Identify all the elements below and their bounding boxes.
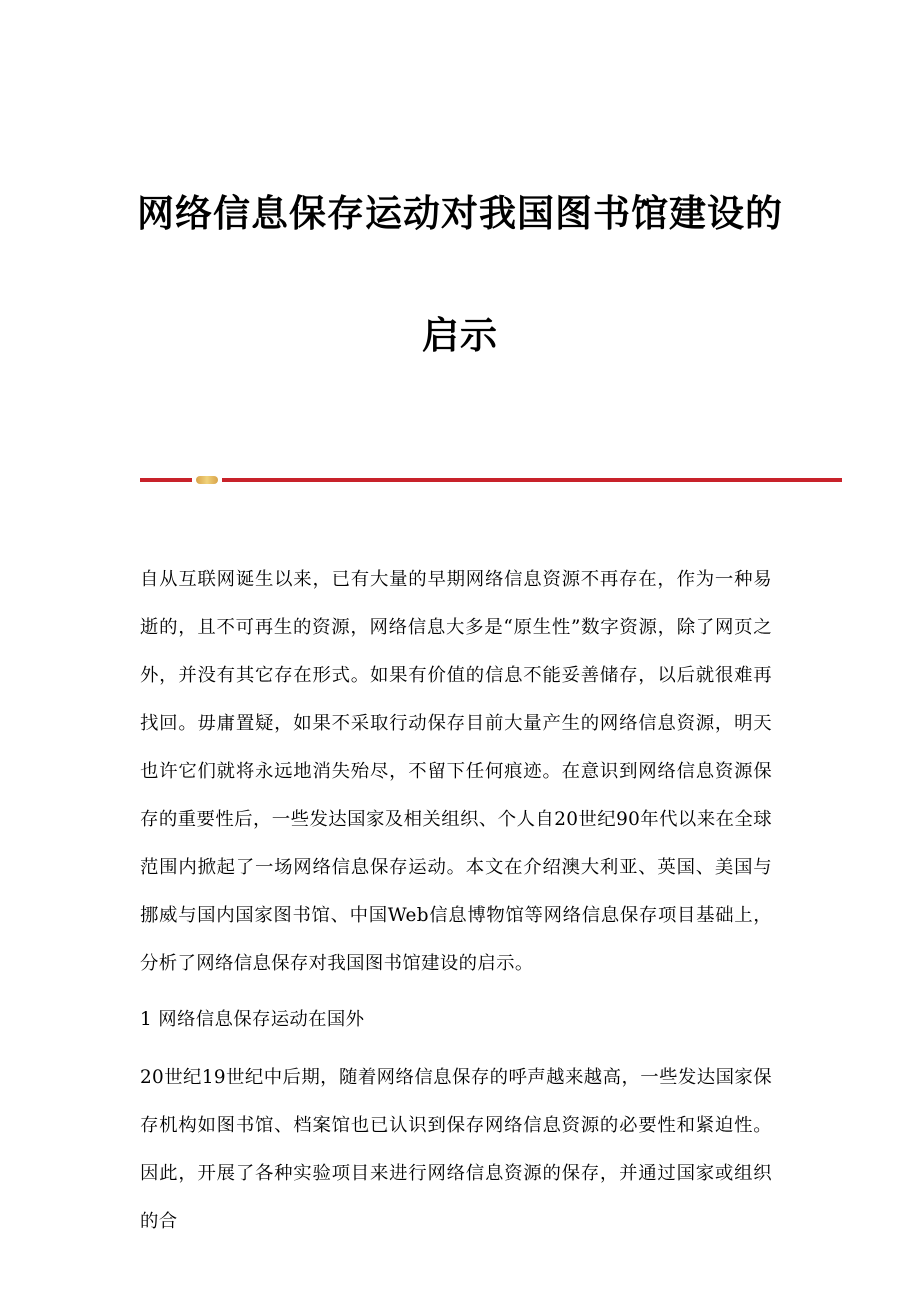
title-divider-right: [222, 478, 842, 482]
intro-paragraph: 自从互联网诞生以来，已有大量的早期网络信息资源不再存在，作为一种易逝的，且不可再生的资源，网络信息大多是“原生性”数字资源，除了网页之外，并没有其它存在形式。如果有价值的信息不能妥善储存，以后就很难再找回。毋庸置疑，如果不采取行动保存目前大量产生的网络信息资源，明天也许它们就将永远地消失殆尽，不留下任何痕迹。在意识到网络信息资源保存的重要性后，一些发达国家及相关组织、个人自20世纪90年代以来在全球范围内掀起了一场网络信息保存运动。本文在介绍澳大利亚、英国、美国与挪威与国内国家图书馆、中国Web信息博物馆等网络信息保存项目基础上，分析了网络信息保存对我国图书馆建设的启示。: [140, 569, 772, 974]
document-title-line-2: 启示: [422, 314, 498, 357]
divider-ornament-icon: [196, 476, 218, 484]
title-divider-left: [140, 478, 192, 482]
section-heading-1: 1 网络信息保存运动在国外: [140, 1009, 365, 1030]
section-1-paragraph: 20世纪19世纪中后期，随着网络信息保存的呼声越来越高，一些发达国家保存机构如图书馆、档案馆也已认识到保存网络信息资源的必要性和紧迫性。因此，开展了各种实验项目来进行网络信息资源的保存，并通过国家或组织的合: [140, 1067, 772, 1232]
document-title-line-1: 网络信息保存运动对我国图书馆建设的: [137, 192, 783, 235]
